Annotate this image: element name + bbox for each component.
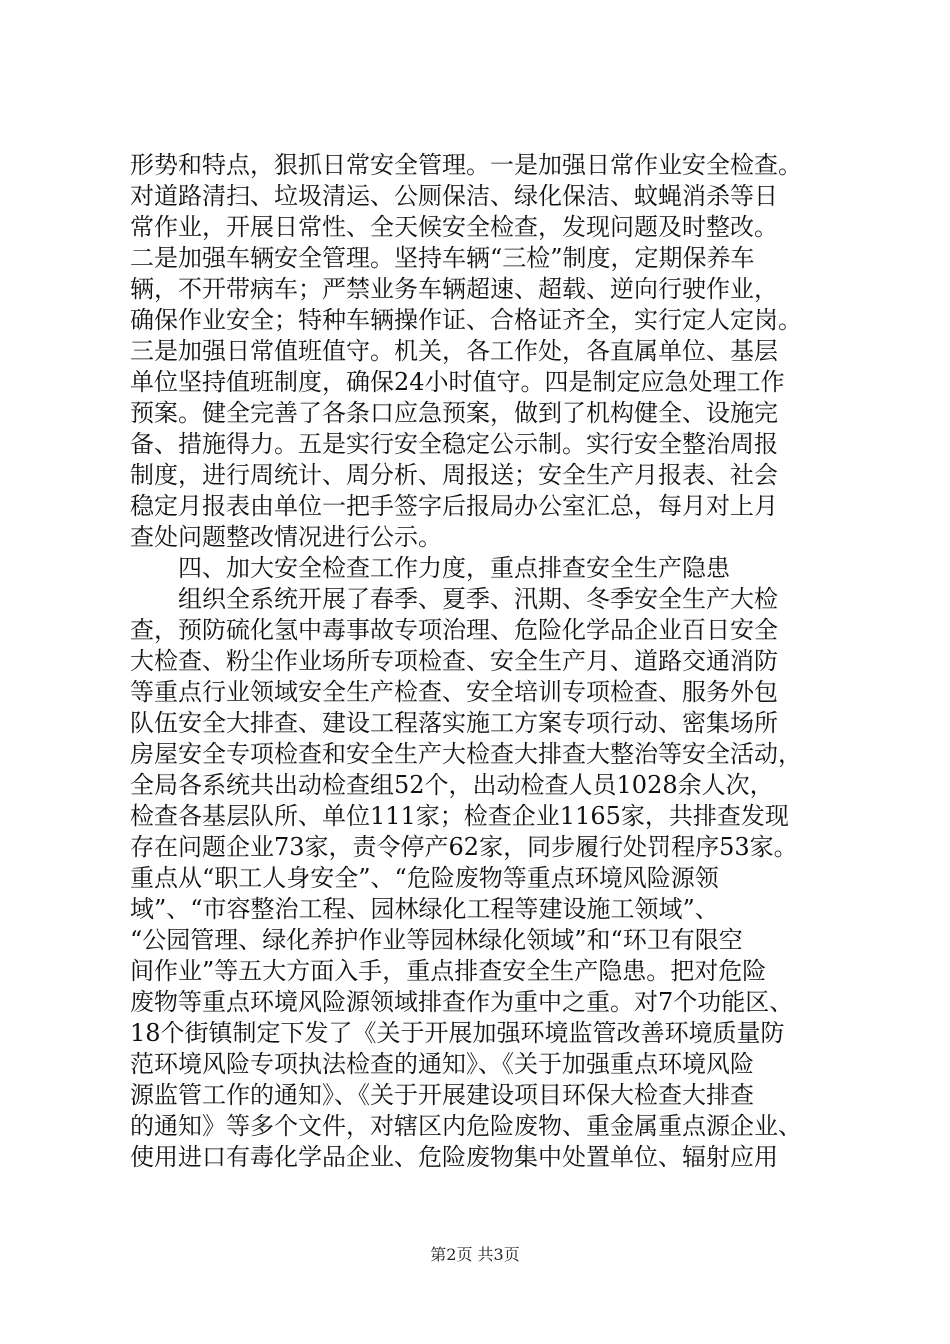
text-line: 稳定月报表由单位一把手签字后报局办公室汇总，每月对上月 [130,492,778,520]
text-line: 对道路清扫、垃圾清运、公厕保洁、绿化保洁、蚊蝇消杀等日 [130,182,778,210]
text-line: 范环境风险专项执法检查的通知》、《关于加强重点环境风险 [130,1050,754,1078]
text-line: 队伍安全大排查、建设工程落实施工方案专项行动、密集场所 [130,709,778,737]
text-line: 源监管工作的通知》、《关于开展建设项目环保大检查大排查 [130,1081,754,1109]
text-line: 房屋安全专项检查和安全生产大检查大排查大整治等安全活动， [130,740,802,768]
text-line: 二是加强车辆安全管理。坚持车辆“三检”制度，定期保养车 [130,244,755,272]
text-line: 四、加大安全检查工作力度，重点排查安全生产隐患 [130,554,730,582]
text-line: 查处问题整改情况进行公示。 [130,523,442,551]
text-line: “公园管理、绿化养护作业等园林绿化领域”和“环卫有限空 [130,926,743,954]
text-line: 备、措施得力。五是实行安全稳定公示制。实行安全整治周报 [130,430,778,458]
text-line: 域”、“市容整治工程、园林绿化工程等建设施工领域”、 [130,895,719,923]
text-line: 大检查、粉尘作业场所专项检查、安全生产月、道路交通消防 [130,647,778,675]
text-line: 预案。健全完善了各条口应急预案，做到了机构健全、设施完 [130,399,778,427]
document-body [130,150,830,1173]
text-line: 制度，进行周统计、周分析、周报送；安全生产月报表、社会 [130,461,778,489]
text-line: 三是加强日常值班值守。机关，各工作处，各直属单位、基层 [130,337,778,365]
text-line: 单位坚持值班制度，确保24小时值守。四是制定应急处理工作 [130,368,785,396]
text-line: 废物等重点环境风险源领域排查作为重中之重。对7个功能区、 [130,988,794,1016]
text-line: 常作业，开展日常性、全天候安全检查，发现问题及时整改。 [130,213,778,241]
text-line: 查，预防硫化氢中毒事故专项治理、危险化学品企业百日安全 [130,616,778,644]
text-line: 存在问题企业73家，责令停产62家，同步履行处罚程序53家。 [130,833,798,861]
text-line: 等重点行业领域安全生产检查、安全培训专项检查、服务外包 [130,678,778,706]
text-line: 组织全系统开展了春季、夏季、汛期、冬季安全生产大检 [130,585,778,613]
text-line: 间作业”等五大方面入手，重点排查安全生产隐患。把对危险 [130,957,767,985]
text-line: 18个街镇制定下发了《关于开展加强环境监管改善环境质量防 [130,1019,785,1047]
text-line: 检查各基层队所、单位111家；检查企业1165家，共排查发现 [130,802,789,830]
text-line: 形势和特点，狠抓日常安全管理。一是加强日常作业安全检查。 [130,151,802,179]
page-footer: 第2页 共3页 [430,1245,520,1264]
text-line: 确保作业安全；特种车辆操作证、合格证齐全，实行定人定岗。 [130,306,802,334]
text-line: 全局各系统共出动检查组52个，出动检查人员1028余人次， [130,771,774,799]
text-line: 辆，不开带病车；严禁业务车辆超速、超载、逆向行驶作业， [130,275,778,303]
text-line: 使用进口有毒化学品企业、危险废物集中处置单位、辐射应用 [130,1143,778,1171]
text-line: 重点从“职工人身安全”、“危险废物等重点环境风险源领 [130,864,719,892]
text-line: 的通知》等多个文件，对辖区内危险废物、重金属重点源企业、 [130,1112,802,1140]
